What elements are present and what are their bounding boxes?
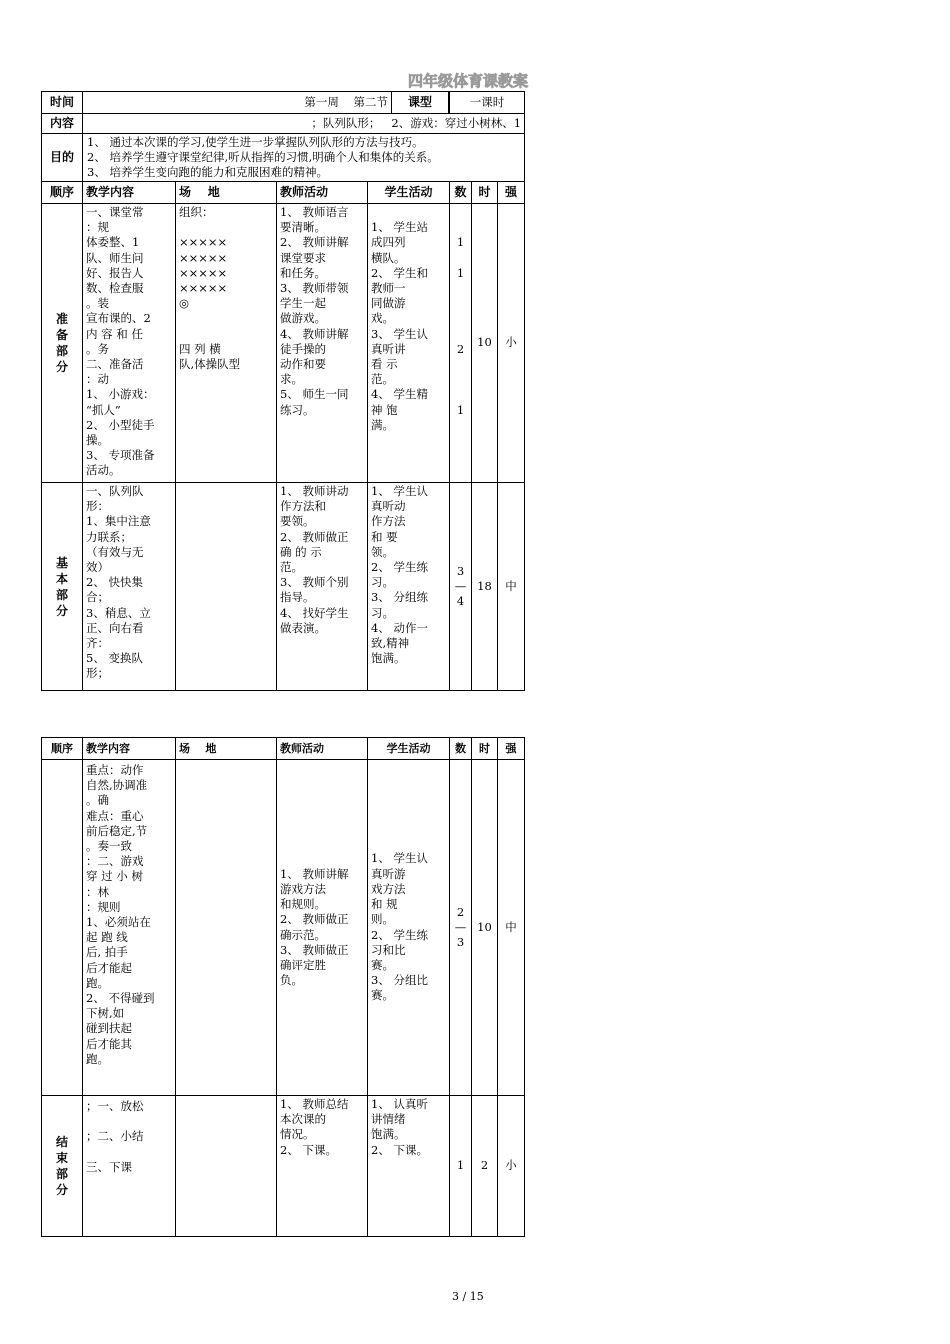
cell-line: 徒手操的 [280, 341, 326, 356]
section-label-basic-cont [42, 760, 83, 1096]
cell-line: 赛。 [371, 988, 394, 1003]
basic-count [450, 483, 472, 691]
section-label-end: 结 束 部 分 [42, 1096, 83, 1237]
cell-line [453, 281, 468, 296]
cell-line: 致,精神 [371, 636, 410, 651]
cell-line: ××××× [179, 250, 228, 265]
cell-line [179, 220, 273, 235]
cell-line: 3、 分组练 [371, 590, 428, 605]
cell-line: 效） [86, 560, 109, 575]
cell-line: 情况。 [280, 1127, 315, 1142]
goal-item: 1、 通过本次课的学习,使学生进一步掌握队列队形的方法与技巧。 [87, 135, 424, 149]
prep-time: 10 [472, 204, 498, 483]
cell-line: 动作和要 [280, 357, 326, 372]
cell-line: — [454, 919, 467, 934]
cell-line: 1 [456, 402, 465, 417]
goal-item: 2、 培养学生遵守课堂纪律,听从指挥的习惯,明确个人和集体的关系。 [87, 150, 439, 164]
col-content: 教学内容 [83, 738, 176, 760]
cell-line: 3、稍息、立 [86, 605, 151, 620]
cell-line [453, 387, 468, 402]
cell-line: 习。 [371, 575, 394, 590]
cell-line: ◎ [179, 296, 190, 311]
cell-line: 指导。 [280, 590, 315, 605]
cell-line: 2、 下课。 [371, 1142, 428, 1157]
basic-cont-teacher [277, 760, 368, 1096]
cell-line: 4、 动作一 [371, 620, 428, 635]
cell-line: 前后稳定,节 [86, 823, 148, 838]
cell-line: 本次课的 [280, 1112, 326, 1127]
cell-line: 1、 教师讲动 [280, 484, 349, 498]
cell-line [86, 1145, 172, 1160]
basic-content [83, 483, 176, 691]
cell-line [453, 205, 468, 220]
cell-line: 。确 [86, 793, 109, 808]
cell-line: 同做游 [371, 296, 406, 311]
end-teacher [277, 1096, 368, 1237]
col-order: 顺序 [42, 182, 83, 204]
cell-line: ；一、放松 [86, 1099, 144, 1113]
cell-line: 4、 学生精 [371, 387, 428, 402]
cell-line: 碰到扶起 [86, 1021, 132, 1036]
cell-line: 和任务。 [280, 265, 326, 280]
cell-line: 形； [86, 666, 109, 681]
cell-line: 1、 小游戏： [86, 387, 155, 402]
cell-line: 1、 教师总结 [280, 1097, 349, 1111]
cell-line: 。奏一致 [86, 839, 132, 854]
cell-line: 做表演。 [280, 620, 326, 635]
col-order: 顺序 [42, 738, 83, 760]
cell-line: 3、 教师做正 [280, 942, 349, 957]
cell-line: 1、 学生站 [371, 220, 428, 235]
cell-line: 真听游 [371, 866, 406, 881]
prep-student [368, 204, 450, 483]
cell-line: 合； [86, 590, 109, 605]
cell-line: 1、 学生认 [371, 851, 428, 866]
cell-line: 2、 学生练 [371, 560, 428, 575]
cell-line: 作方法 [371, 514, 406, 529]
cell-line: 5、 师生一同 [280, 387, 349, 402]
cell-line: 后才能其 [86, 1036, 132, 1051]
cell-line: 活动。 [86, 463, 121, 478]
cell-line: 要领。 [280, 514, 315, 529]
cell-line: 饱满。 [371, 1127, 406, 1142]
week-session: 第一周 第二节 [83, 92, 392, 113]
goal-item: 3、 培养学生变向跑的能力和克服困难的精神。 [87, 165, 328, 179]
content-label: 内容 [42, 114, 83, 134]
basic-cont-field [176, 760, 277, 1096]
time-cell [83, 92, 450, 114]
cell-line [179, 327, 273, 342]
cell-line: 真听讲 [371, 341, 406, 356]
basic-student [368, 483, 450, 691]
cell-line: 。装 [86, 296, 109, 311]
col-intensity: 强 [498, 738, 525, 760]
cell-line: 2、 下课。 [280, 1142, 337, 1157]
cell-line: 1、 认真听 [371, 1097, 428, 1111]
prep-field [176, 204, 277, 483]
cell-line: 数、检查服 [86, 281, 144, 296]
col-field: 场 地 [176, 182, 277, 204]
cell-line: 求。 [280, 372, 303, 387]
goal-label: 目的 [42, 134, 83, 182]
content-value: ；队列队形； 2、游戏：穿过小树林、1 [83, 114, 525, 134]
cell-line: 后才能起 [86, 960, 132, 975]
col-student: 学生活动 [368, 182, 450, 204]
goal-list [83, 134, 525, 182]
cell-line: ：二、游戏 [86, 854, 144, 869]
cell-line: 体委整、1 [86, 235, 140, 250]
cell-line: 跑。 [86, 1051, 109, 1066]
basic-teacher [277, 483, 368, 691]
lesson-type-label: 课型 [392, 92, 449, 113]
cell-line: 4、 找好学生 [280, 605, 349, 620]
cell-line: 做游戏。 [280, 311, 326, 326]
cell-line: 3 [456, 563, 465, 578]
col-student: 学生活动 [368, 738, 450, 760]
col-count: 数 [450, 182, 472, 204]
cell-line: ：林 [86, 884, 109, 899]
cell-line: 课堂要求 [280, 250, 326, 265]
cell-line: 内 容 和 任 [86, 326, 143, 341]
cell-line: 确 的 示 [280, 544, 322, 559]
basic-intensity: 中 [498, 483, 525, 691]
cell-line [453, 251, 468, 266]
cell-line: 2、 教师讲解 [280, 235, 349, 250]
cell-line: 四 列 横 [179, 341, 221, 356]
cell-line: 确评定胜 [280, 957, 326, 972]
cell-line: 讲情绪 [371, 1112, 406, 1127]
basic-cont-content [83, 760, 176, 1096]
col-content: 教学内容 [83, 182, 176, 204]
cell-line [453, 311, 468, 326]
cell-line: 成四列 [371, 235, 406, 250]
basic-field [176, 483, 277, 691]
cell-line [453, 296, 468, 311]
cell-line: 3、 教师带领 [280, 281, 349, 296]
col-time: 时 [472, 738, 498, 760]
cell-line: 3、 教师个别 [280, 575, 349, 590]
cell-line [453, 327, 468, 342]
section-label-basic: 基 本 部 分 [42, 483, 83, 691]
cell-line: 1、 教师讲解 [280, 866, 349, 881]
cell-line: ：规 [86, 220, 109, 235]
cell-line: 三、下课 [86, 1159, 132, 1174]
cell-line: 力联系； [86, 529, 132, 544]
cell-line: 正、向右看 [86, 620, 144, 635]
lesson-plan-table-2 [41, 737, 525, 1237]
document-title: 四年级体育课教案 [408, 72, 529, 90]
cell-line: 练习。 [280, 402, 315, 417]
cell-line: — [454, 578, 467, 593]
prep-count [450, 204, 472, 483]
col-field: 场 地 [176, 738, 277, 760]
cell-line [86, 1114, 172, 1129]
prep-teacher [277, 204, 368, 483]
cell-line: 学生一起 [280, 296, 326, 311]
cell-line: 2、 不得碰到 [86, 991, 155, 1006]
cell-line: ：规则 [86, 899, 121, 914]
cell-line: 习和比 [371, 942, 406, 957]
cell-line: 3 [456, 935, 465, 950]
cell-line: ××××× [179, 281, 228, 296]
cell-line: 4 [456, 594, 465, 609]
section-label-prep: 准 备 部 分 [42, 204, 83, 483]
cell-line: 重点：动作 [86, 763, 144, 777]
cell-line: 形： [86, 499, 109, 514]
cell-line: 后, 拍手 [86, 945, 128, 960]
basic-cont-intensity: 中 [498, 760, 525, 1096]
cell-line: 起 跑 线 [86, 930, 128, 945]
cell-line: 真听动 [371, 499, 406, 514]
cell-line: 赛。 [371, 957, 394, 972]
prep-content [83, 204, 176, 483]
cell-line: 跑。 [86, 975, 109, 990]
cell-line: 队,体操队型 [179, 357, 241, 372]
lesson-type-value: 一课时 [450, 92, 525, 114]
cell-line: 教师一 [371, 281, 406, 296]
cell-line: ；二、小结 [86, 1129, 144, 1144]
basic-cont-time: 10 [472, 760, 498, 1096]
cell-line: 队、师生问 [86, 250, 144, 265]
cell-line: 和规则。 [280, 897, 326, 912]
cell-line: ××××× [179, 235, 228, 250]
col-teacher: 教师活动 [277, 182, 368, 204]
cell-line: 则。 [371, 912, 394, 927]
cell-line: 2、 教师做正 [280, 529, 349, 544]
col-time: 时 [472, 182, 498, 204]
cell-line: 戏方法 [371, 881, 406, 896]
cell-line: 1、集中注意 [86, 514, 151, 529]
cell-line: 2、 快快集 [86, 575, 143, 590]
cell-line: 2 [456, 904, 465, 919]
cell-line: 作方法和 [280, 499, 326, 514]
cell-line: 2、 学生练 [371, 927, 428, 942]
cell-line: 3、 专项准备 [86, 448, 155, 463]
cell-line: 范。 [371, 372, 394, 387]
cell-line: 3、 分组比 [371, 973, 428, 988]
cell-line: 。务 [86, 341, 109, 356]
cell-line: 1 [456, 235, 465, 250]
end-content [83, 1096, 176, 1237]
cell-line: 2 [456, 341, 465, 356]
cell-line: 一、课堂常 [86, 205, 144, 219]
cell-line: 好、报告人 [86, 265, 144, 280]
cell-line: ：动 [86, 372, 109, 387]
cell-line: “抓人” [86, 402, 121, 417]
cell-line: 2、 学生和 [371, 265, 428, 280]
cell-line: 神 饱 [371, 402, 398, 417]
cell-line: ××××× [179, 265, 228, 280]
cell-line [453, 372, 468, 387]
end-time: 2 [472, 1096, 498, 1237]
cell-line: 一、队列队 [86, 484, 144, 498]
cell-line [453, 220, 468, 235]
end-student [368, 1096, 450, 1237]
basic-cont-count [450, 760, 472, 1096]
cell-line: 齐： [86, 636, 109, 651]
col-count: 数 [450, 738, 472, 760]
basic-cont-student [368, 760, 450, 1096]
cell-line [371, 205, 446, 220]
cell-line: 5、 变换队 [86, 651, 143, 666]
col-intensity: 强 [498, 182, 525, 204]
basic-time: 18 [472, 483, 498, 691]
cell-line: 二、准备活 [86, 357, 144, 372]
cell-line: 1 [456, 265, 465, 280]
cell-line: 难点：重心 [86, 808, 144, 823]
page-number: 3 / 15 [452, 1290, 484, 1303]
prep-intensity: 小 [498, 204, 525, 483]
col-teacher: 教师活动 [277, 738, 368, 760]
cell-line: 1、 教师语言 [280, 205, 349, 219]
cell-line: 下树,如 [86, 1006, 125, 1021]
cell-line: 范。 [280, 560, 303, 575]
cell-line: 看 示 [371, 357, 398, 372]
cell-line: 满。 [371, 417, 394, 432]
cell-line: 要清晰。 [280, 220, 326, 235]
cell-line: 操。 [86, 433, 109, 448]
cell-line [453, 357, 468, 372]
cell-line: 确示范。 [280, 927, 326, 942]
cell-line: 组织： [179, 205, 214, 219]
cell-line: 宣布课的、2 [86, 311, 151, 326]
time-label: 时间 [42, 92, 83, 114]
cell-line: 负。 [280, 973, 303, 988]
cell-line: 领。 [371, 544, 394, 559]
cell-line: 戏。 [371, 311, 394, 326]
cell-line: （有效与无 [86, 544, 144, 559]
end-field [176, 1096, 277, 1237]
cell-line: 3、 学生认 [371, 326, 428, 341]
cell-line: 1、必须站在 [86, 915, 151, 930]
cell-line: 穿 过 小 树 [86, 869, 143, 884]
lesson-plan-table-1 [41, 91, 525, 691]
cell-line [179, 311, 273, 326]
cell-line: 自然,协调准 [86, 778, 148, 793]
cell-line: 和 规 [371, 897, 398, 912]
cell-line: 习。 [371, 605, 394, 620]
cell-line: 1、 学生认 [371, 484, 428, 498]
cell-line: 2、 小型徒手 [86, 417, 155, 432]
end-count: 1 [450, 1096, 472, 1237]
cell-line: 饱满。 [371, 651, 406, 666]
cell-line: 和 要 [371, 529, 398, 544]
cell-line: 横队。 [371, 250, 406, 265]
cell-line: 游戏方法 [280, 881, 326, 896]
end-intensity: 小 [498, 1096, 525, 1237]
cell-line: 4、 教师讲解 [280, 326, 349, 341]
cell-line: 2、 教师做正 [280, 912, 349, 927]
